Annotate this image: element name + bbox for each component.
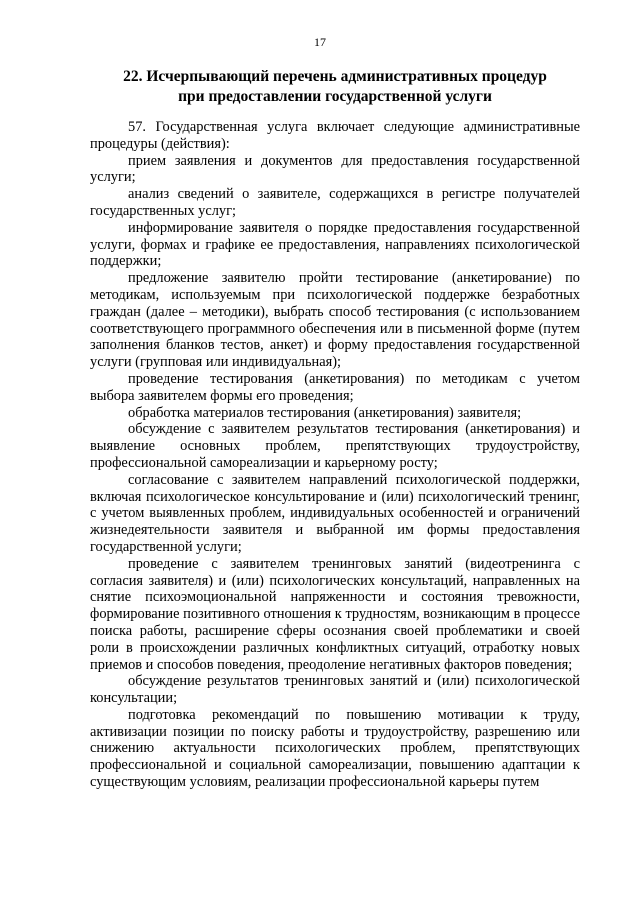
paragraph: проведение тестирования (анкетирования) по методикам с учетом выбора заявителем формы его проведения; — [90, 370, 580, 404]
paragraph: прием заявления и документов для предоставления государственной услуги; — [90, 152, 580, 186]
page-number: 17 — [314, 35, 326, 49]
paragraph: 57. Государственная услуга включает следующие административные процедуры (действия): — [90, 119, 580, 152]
section-heading-line-1: 22. Исчерпывающий перечень административных процедур — [123, 68, 547, 85]
paragraph: подготовка рекомендаций по повышению мотивации к труду, активизации позиции по поиску работы и трудоустройству, разрешению или снижению актуальности психологических проблем, препятствующих профессиональной и социальной самореализации, повышению адаптации к существующим условиям, реализации профессиональной карьеры путем — [90, 706, 580, 791]
paragraph: предложение заявителю пройти тестирование (анкетирование) по методикам, используемым при психологической поддержке безработных граждан (далее – методики), выбрать способ тестирования (с использованием соответствующего программного обеспечения или в письменной форме (путем заполнения бланков тестов, анкет) и форму предоставления государственной услуги (групповая или индивидуальная); — [90, 270, 580, 371]
paragraph: обработка материалов тестирования (анкетирования) заявителя; — [128, 404, 522, 421]
document-body — [90, 119, 580, 791]
paragraph: анализ сведений о заявителе, содержащихся в регистре получателей государственных услуг; — [90, 186, 580, 219]
paragraph: обсуждение результатов тренинговых занятий и (или) психологической консультации; — [90, 673, 580, 707]
paragraph: информирование заявителя о порядке предоставления государственной услуги, формах и графике ее предоставления, направлениях психологической поддержки; — [90, 219, 580, 270]
paragraph: проведение с заявителем тренинговых занятий (видеотренинга с согласия заявителя) и (или) психологических консультаций, направленных на снятие психоэмоциональной напряженности и состояния тревожности, формирование позитивного отношения к трудностям, возникающим в процессе поиска работы, расширение сферы осознания своей проблематики и своей роли в происхождении различных конфликтных ситуаций, отработку новых приемов и способов поведения, преодоление негативных факторов поведения; — [90, 555, 580, 673]
section-heading-line-2: при предоставлении государственной услуги — [178, 88, 492, 105]
paragraph: обсуждение с заявителем результатов тестирования (анкетирования) и выявление основных проблем, препятствующих трудоустройству, профессиональной самореализации и карьерному росту; — [90, 421, 580, 471]
paragraph: согласование с заявителем направлений психологической поддержки, включая психологическое консультирование и (или) психологический тренинг, с учетом выявленных проблем, индивидуальных особенностей и ограничений жизнедеятельности заявителя и выбранной им формы предоставления государственной услуги; — [90, 471, 580, 555]
section-heading — [90, 67, 580, 107]
